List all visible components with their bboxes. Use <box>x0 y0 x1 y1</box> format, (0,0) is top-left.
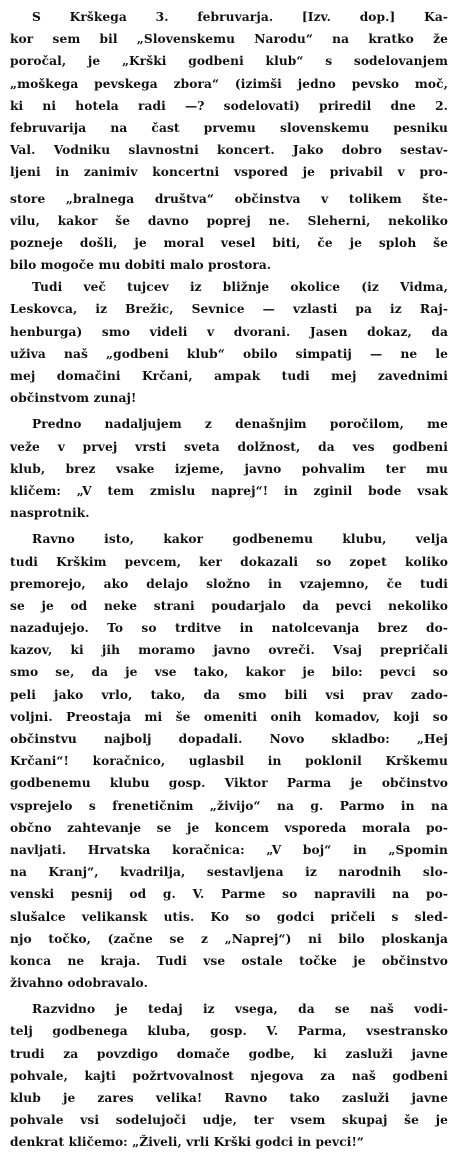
article-line: vilu, kakor še davno poprej ne. Sleherni, nekoliko <box>10 213 448 228</box>
article-line: Val. Vodniku slavnostni koncert. Jako dobro sestav- <box>10 143 448 158</box>
article-line: Razvidno je tedaj iz vsega, da se naš vodi- <box>32 1002 448 1017</box>
article-line: slušalce velikansk utis. Ko so godci pričeli s sled- <box>10 909 448 924</box>
article-line: store „bralnega društva“ občinstva v tolikem šte- <box>10 191 448 206</box>
article-line: vsprejelo s frenetičnim „živijo“ na g. Parmo in na <box>10 798 448 813</box>
article-line: trudi za povzdigo domače godbe, ki zasluži javne <box>10 1046 448 1061</box>
article-line: kor sem bil „Slovenskemu Narodu“ na kratko že <box>10 32 448 47</box>
article-line: Predno nadaljujem z denašnjim poročilom, me <box>32 417 448 432</box>
article-line: živahno odobravalo. <box>10 976 148 991</box>
article-line: venski pesnij od g. V. Parme so napravili na po- <box>10 887 448 902</box>
article-line: voljni. Preostaja mi še omeniti onih komadov, koji so <box>10 709 448 724</box>
article-line: ki ni hotela radi —? sodelovati) priredil dne 2. <box>10 98 448 113</box>
article-body <box>10 6 448 1154</box>
article-line: peli jako vrlo, tako, da smo bili vsi prav zado- <box>10 687 448 702</box>
article-line: „moškega pevskega zbora“ (izimši jedno pevsko moč, <box>10 76 448 91</box>
article-line: pohvale vsi sodelujoči udje, ter vsem skupaj še je <box>10 1113 448 1128</box>
article-line: S Krškega 3. februvarja. [Izv. dop.] Ka- <box>32 10 448 24</box>
article-line: februvarija na čast prvemu slovenskemu pesniku <box>10 120 448 135</box>
article-line: konca ne kraja. Tudi vse ostale točke je občinstvo <box>10 953 448 968</box>
article-line: klub je zares velika! Ravno tako zasluži javne <box>10 1091 448 1105</box>
article-line: denkrat kličemo: „Živeli, vrli Krški godci in pevci!“ <box>10 1135 365 1150</box>
article-line: nasprotnik. <box>10 506 90 521</box>
article-line: Ravno isto, kakor godbenemu klubu, velja <box>32 532 448 547</box>
article-line: klub, brez vsake izjeme, javno pohvalim ter mu <box>10 461 448 476</box>
article-line: smo se, da je vse tako, kakor je bilo: pevci so <box>10 665 448 680</box>
article-line: občinstvom zunaj! <box>10 391 137 406</box>
article-line: se je od neke strani poudarjalo da pevci nekoliko <box>10 598 448 613</box>
article-line: kazov, ki jih moramo javno ovreči. Vsaj prepričali <box>10 643 448 658</box>
article-line: pozneje došli, je moral vesel biti, če je sploh še <box>10 235 448 250</box>
article-line: na Kranj“, kvadrilja, sestavljena iz narodnih slo- <box>10 865 448 880</box>
article-line: občinstvu najbolj dopadali. Novo skladbo: „Hej <box>10 732 448 746</box>
article-line: telj godbenega kluba, gosp. V. Parma, vsestransko <box>10 1024 448 1039</box>
article-line: pohvale, kajti požrtvovalnost njegova za naš godbeni <box>10 1068 448 1083</box>
article-line: uživa naš „godbeni klub“ obilo simpatij — ne le <box>10 346 448 361</box>
article-line: Krčani“! koračnico, uglasbil in poklonil Krškemu <box>10 754 448 769</box>
article-line: veže v prvej vrsti sveta dolžnost, da ves godbeni <box>10 439 448 454</box>
article-line: mej domačini Krčani, ampak tudi mej zavednimi <box>10 369 448 383</box>
article-line: njo točko, (začne se z „Naprej“) ni bilo ploskanja <box>10 931 448 946</box>
article-line: kličem: „V tem zmislu naprej“! in zginil bode vsak <box>10 483 448 498</box>
article-line: tudi Krškim pevcem, ker dokazali so zopet koliko <box>10 554 448 569</box>
article-line: bilo mogoče mu dobiti malo prostora. <box>10 258 272 273</box>
article-line: občno zahtevanje se je koncem vsporeda morala po- <box>10 820 448 835</box>
article-line: Tudi več tujcev iz bližnje okolice (iz Vidma, <box>32 280 448 295</box>
article-line: henburga) smo videli v dvorani. Jasen dokaz, da <box>10 324 448 339</box>
article-line: godbenemu klubu gosp. Viktor Parma je občinstvo <box>10 776 448 791</box>
article-line: navljati. Hrvatska koračnica: „V boj“ in „Spomin <box>10 842 448 857</box>
article-line: premorejo, ako delajo složno in vzajemno, če tudi <box>10 576 448 591</box>
article-line: Leskovca, iz Brežic, Sevnice — vzlasti pa iz Raj- <box>10 302 448 317</box>
article-line: nazadujejo. To so trditve in natolcevanja brez do- <box>10 621 448 636</box>
article-line: ljeni in zanimiv koncertni vspored je privabil v pro- <box>10 165 448 180</box>
article-line: poročal, je „Krški godbeni klub“ s sodelovanjem <box>10 54 448 69</box>
